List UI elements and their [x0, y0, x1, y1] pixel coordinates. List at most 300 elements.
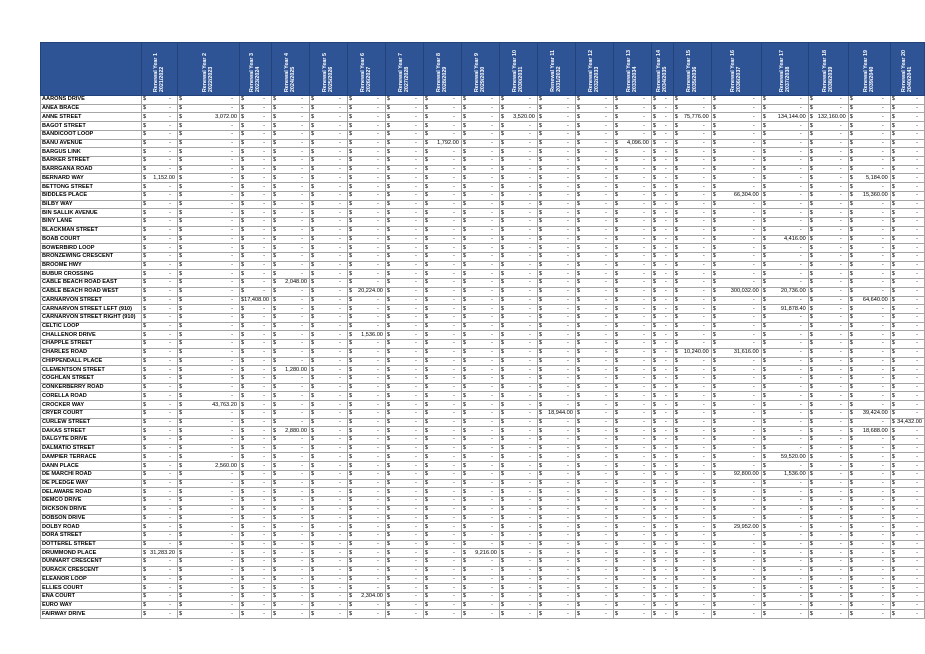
renewal-cost-cell[interactable]: [499, 122, 537, 131]
renewal-cost-cell[interactable]: [890, 392, 924, 401]
renewal-cost-cell[interactable]: [711, 174, 761, 183]
renewal-cost-cell[interactable]: [499, 165, 537, 174]
renewal-cost-cell[interactable]: [499, 357, 537, 366]
renewal-cost-cell[interactable]: [761, 375, 808, 384]
renewal-cost-cell[interactable]: [309, 174, 347, 183]
renewal-cost-cell[interactable]: [890, 592, 924, 601]
renewal-cost-cell[interactable]: [890, 226, 924, 235]
renewal-cost-cell[interactable]: [761, 392, 808, 401]
renewal-cost-cell[interactable]: [848, 209, 890, 218]
renewal-cost-cell[interactable]: [613, 322, 651, 331]
renewal-cost-cell[interactable]: [141, 505, 177, 514]
renewal-cost-cell[interactable]: [423, 200, 461, 209]
renewal-cost-cell[interactable]: [177, 549, 239, 558]
renewal-cost-cell[interactable]: [423, 122, 461, 131]
street-name-cell[interactable]: CONKERBERRY ROAD: [41, 383, 142, 392]
street-name-cell[interactable]: AARONS DRIVE: [41, 96, 142, 105]
renewal-cost-cell[interactable]: [177, 505, 239, 514]
renewal-cost-cell[interactable]: [141, 139, 177, 148]
renewal-cost-cell[interactable]: [890, 427, 924, 436]
renewal-cost-cell[interactable]: [673, 322, 711, 331]
renewal-cost-cell[interactable]: [347, 96, 385, 105]
renewal-cost-cell[interactable]: [141, 462, 177, 471]
renewal-cost-cell[interactable]: [761, 531, 808, 540]
renewal-cost-cell[interactable]: [575, 470, 613, 479]
renewal-cost-cell[interactable]: [673, 401, 711, 410]
renewal-cost-cell[interactable]: [239, 279, 271, 288]
renewal-cost-cell[interactable]: [461, 375, 499, 384]
renewal-cost-cell[interactable]: [271, 383, 309, 392]
renewal-cost-cell[interactable]: [385, 157, 423, 166]
renewal-cost-cell[interactable]: [309, 497, 347, 506]
renewal-cost-cell[interactable]: [309, 296, 347, 305]
renewal-cost-cell[interactable]: [761, 357, 808, 366]
renewal-cost-cell[interactable]: [761, 436, 808, 445]
renewal-cost-cell[interactable]: [651, 401, 673, 410]
renewal-cost-cell[interactable]: [385, 549, 423, 558]
renewal-cost-cell[interactable]: [423, 575, 461, 584]
renewal-cost-cell[interactable]: [575, 523, 613, 532]
renewal-cost-cell[interactable]: [711, 409, 761, 418]
renewal-cost-cell[interactable]: [271, 418, 309, 427]
renewal-cost-cell[interactable]: [808, 531, 848, 540]
renewal-cost-cell[interactable]: [613, 200, 651, 209]
renewal-cost-cell[interactable]: [890, 505, 924, 514]
renewal-cost-cell[interactable]: [711, 183, 761, 192]
renewal-cost-cell[interactable]: [808, 148, 848, 157]
renewal-cost-cell[interactable]: [461, 497, 499, 506]
renewal-cost-cell[interactable]: [347, 157, 385, 166]
renewal-cost-cell[interactable]: [673, 183, 711, 192]
renewal-cost-cell[interactable]: [711, 575, 761, 584]
renewal-cost-cell[interactable]: [613, 348, 651, 357]
renewal-cost-cell[interactable]: [761, 497, 808, 506]
renewal-cost-cell[interactable]: [461, 244, 499, 253]
renewal-cost-cell[interactable]: [711, 96, 761, 105]
renewal-cost-cell[interactable]: [537, 514, 575, 523]
renewal-cost-cell[interactable]: [711, 130, 761, 139]
renewal-cost-cell[interactable]: [423, 523, 461, 532]
renewal-cost-cell[interactable]: [673, 313, 711, 322]
renewal-cost-cell[interactable]: [239, 392, 271, 401]
renewal-cost-cell[interactable]: [848, 436, 890, 445]
street-name-cell[interactable]: DOBSON DRIVE: [41, 514, 142, 523]
renewal-cost-cell[interactable]: [575, 540, 613, 549]
renewal-cost-cell[interactable]: [239, 549, 271, 558]
renewal-cost-cell[interactable]: [177, 252, 239, 261]
renewal-cost-cell[interactable]: [385, 592, 423, 601]
renewal-cost-cell[interactable]: [575, 200, 613, 209]
renewal-cost-cell[interactable]: [177, 226, 239, 235]
renewal-cost-cell[interactable]: [848, 497, 890, 506]
renewal-cost-cell[interactable]: [537, 244, 575, 253]
renewal-cost-cell[interactable]: [537, 375, 575, 384]
renewal-cost-cell[interactable]: [808, 497, 848, 506]
renewal-cost-cell[interactable]: [575, 558, 613, 567]
renewal-cost-cell[interactable]: [309, 436, 347, 445]
renewal-cost-cell[interactable]: [761, 279, 808, 288]
street-name-cell[interactable]: DE MARCHI ROAD: [41, 470, 142, 479]
renewal-cost-cell[interactable]: [385, 209, 423, 218]
renewal-cost-cell[interactable]: [613, 401, 651, 410]
renewal-cost-cell[interactable]: [423, 252, 461, 261]
renewal-cost-cell[interactable]: [613, 566, 651, 575]
renewal-cost-cell[interactable]: [239, 191, 271, 200]
renewal-cost-cell[interactable]: [239, 139, 271, 148]
street-name-cell[interactable]: CHALLENOR DRIVE: [41, 331, 142, 340]
renewal-cost-cell[interactable]: [613, 375, 651, 384]
renewal-cost-cell[interactable]: [673, 462, 711, 471]
renewal-cost-cell[interactable]: [309, 235, 347, 244]
renewal-cost-cell[interactable]: [711, 558, 761, 567]
renewal-cost-cell[interactable]: [890, 279, 924, 288]
renewal-cost-cell[interactable]: [848, 488, 890, 497]
renewal-cost-cell[interactable]: [673, 584, 711, 593]
renewal-cost-cell[interactable]: [537, 610, 575, 619]
renewal-cost-cell[interactable]: [673, 409, 711, 418]
renewal-cost-cell[interactable]: [808, 305, 848, 314]
renewal-cost-cell[interactable]: [347, 584, 385, 593]
renewal-cost-cell[interactable]: [271, 366, 309, 375]
renewal-cost-cell[interactable]: [848, 479, 890, 488]
renewal-cost-cell[interactable]: [309, 418, 347, 427]
renewal-cost-cell[interactable]: [385, 191, 423, 200]
renewal-cost-cell[interactable]: [177, 287, 239, 296]
renewal-cost-cell[interactable]: [499, 348, 537, 357]
renewal-cost-cell[interactable]: [673, 418, 711, 427]
renewal-cost-cell[interactable]: [347, 505, 385, 514]
renewal-cost-cell[interactable]: [239, 497, 271, 506]
renewal-cost-cell[interactable]: [271, 96, 309, 105]
renewal-cost-cell[interactable]: [673, 357, 711, 366]
renewal-cost-cell[interactable]: [271, 462, 309, 471]
renewal-cost-cell[interactable]: [761, 427, 808, 436]
renewal-cost-cell[interactable]: [141, 244, 177, 253]
renewal-cost-cell[interactable]: [651, 488, 673, 497]
renewal-cost-cell[interactable]: [423, 488, 461, 497]
renewal-cost-cell[interactable]: [499, 497, 537, 506]
street-name-cell[interactable]: CROCKER WAY: [41, 401, 142, 410]
renewal-cost-cell[interactable]: [613, 470, 651, 479]
renewal-cost-cell[interactable]: [461, 340, 499, 349]
renewal-cost-cell[interactable]: [309, 139, 347, 148]
renewal-cost-cell[interactable]: [537, 427, 575, 436]
street-name-cell[interactable]: BIN SALLIK AVENUE: [41, 209, 142, 218]
renewal-cost-cell[interactable]: [537, 96, 575, 105]
renewal-cost-cell[interactable]: [575, 122, 613, 131]
renewal-cost-cell[interactable]: [711, 584, 761, 593]
renewal-cost-cell[interactable]: [239, 113, 271, 122]
renewal-cost-cell[interactable]: [673, 531, 711, 540]
renewal-cost-cell[interactable]: [385, 514, 423, 523]
renewal-cost-cell[interactable]: [309, 305, 347, 314]
renewal-cost-cell[interactable]: [239, 479, 271, 488]
renewal-cost-cell[interactable]: [808, 235, 848, 244]
renewal-cost-cell[interactable]: [848, 296, 890, 305]
renewal-cost-cell[interactable]: [890, 113, 924, 122]
renewal-cost-cell[interactable]: [423, 331, 461, 340]
renewal-cost-cell[interactable]: [141, 340, 177, 349]
renewal-cost-cell[interactable]: [239, 174, 271, 183]
renewal-cost-cell[interactable]: [711, 479, 761, 488]
renewal-cost-cell[interactable]: [499, 418, 537, 427]
renewal-cost-cell[interactable]: [651, 157, 673, 166]
street-name-cell[interactable]: CORELLA ROAD: [41, 392, 142, 401]
renewal-cost-cell[interactable]: [890, 549, 924, 558]
renewal-cost-cell[interactable]: [347, 279, 385, 288]
renewal-cost-cell[interactable]: [808, 592, 848, 601]
renewal-cost-cell[interactable]: [271, 252, 309, 261]
renewal-cost-cell[interactable]: [890, 488, 924, 497]
renewal-cost-cell[interactable]: [141, 252, 177, 261]
renewal-cost-cell[interactable]: [271, 148, 309, 157]
renewal-cost-cell[interactable]: [537, 566, 575, 575]
renewal-cost-cell[interactable]: [890, 183, 924, 192]
renewal-cost-cell[interactable]: [309, 601, 347, 610]
renewal-cost-cell[interactable]: [651, 357, 673, 366]
renewal-cost-cell[interactable]: [848, 139, 890, 148]
renewal-cost-cell[interactable]: [890, 287, 924, 296]
renewal-cost-cell[interactable]: [613, 462, 651, 471]
renewal-cost-cell[interactable]: [309, 375, 347, 384]
renewal-cost-cell[interactable]: [651, 130, 673, 139]
street-name-cell[interactable]: EURO WAY: [41, 601, 142, 610]
renewal-cost-cell[interactable]: [537, 601, 575, 610]
renewal-cost-cell[interactable]: [423, 444, 461, 453]
renewal-cost-cell[interactable]: [673, 392, 711, 401]
renewal-cost-cell[interactable]: [461, 218, 499, 227]
street-name-cell[interactable]: BRONZEWING CRESCENT: [41, 252, 142, 261]
renewal-cost-cell[interactable]: [711, 497, 761, 506]
renewal-cost-cell[interactable]: [423, 340, 461, 349]
renewal-cost-cell[interactable]: [499, 130, 537, 139]
renewal-cost-cell[interactable]: [673, 209, 711, 218]
renewal-cost-cell[interactable]: [575, 488, 613, 497]
renewal-cost-cell[interactable]: [613, 130, 651, 139]
renewal-cost-cell[interactable]: [309, 610, 347, 619]
renewal-cost-cell[interactable]: [613, 427, 651, 436]
renewal-cost-cell[interactable]: [347, 165, 385, 174]
renewal-cost-cell[interactable]: [347, 357, 385, 366]
renewal-cost-cell[interactable]: [309, 226, 347, 235]
renewal-cost-cell[interactable]: [347, 122, 385, 131]
renewal-cost-cell[interactable]: [575, 575, 613, 584]
renewal-cost-cell[interactable]: [177, 139, 239, 148]
renewal-cost-cell[interactable]: [651, 409, 673, 418]
renewal-cost-cell[interactable]: [575, 322, 613, 331]
renewal-cost-cell[interactable]: [239, 488, 271, 497]
renewal-cost-cell[interactable]: [711, 514, 761, 523]
renewal-cost-cell[interactable]: [890, 235, 924, 244]
street-name-cell[interactable]: CABLE BEACH ROAD EAST: [41, 279, 142, 288]
renewal-cost-cell[interactable]: [890, 191, 924, 200]
renewal-cost-cell[interactable]: [141, 436, 177, 445]
renewal-cost-cell[interactable]: [423, 165, 461, 174]
renewal-cost-cell[interactable]: [499, 340, 537, 349]
renewal-cost-cell[interactable]: [347, 305, 385, 314]
renewal-cost-cell[interactable]: [309, 549, 347, 558]
renewal-cost-cell[interactable]: [239, 165, 271, 174]
renewal-cost-cell[interactable]: [461, 200, 499, 209]
renewal-cost-cell[interactable]: [673, 436, 711, 445]
renewal-cost-cell[interactable]: [651, 392, 673, 401]
renewal-cost-cell[interactable]: [309, 462, 347, 471]
renewal-cost-cell[interactable]: [673, 601, 711, 610]
renewal-cost-cell[interactable]: [309, 96, 347, 105]
renewal-cost-cell[interactable]: [673, 366, 711, 375]
renewal-cost-cell[interactable]: [347, 375, 385, 384]
renewal-cost-cell[interactable]: [423, 157, 461, 166]
renewal-cost-cell[interactable]: [141, 558, 177, 567]
renewal-cost-cell[interactable]: [651, 584, 673, 593]
renewal-cost-cell[interactable]: [575, 462, 613, 471]
renewal-cost-cell[interactable]: [808, 218, 848, 227]
renewal-cost-cell[interactable]: [761, 96, 808, 105]
street-name-cell[interactable]: BANDICOOT LOOP: [41, 130, 142, 139]
renewal-cost-cell[interactable]: [711, 165, 761, 174]
renewal-cost-cell[interactable]: [385, 610, 423, 619]
renewal-cost-cell[interactable]: [385, 165, 423, 174]
renewal-cost-cell[interactable]: [761, 401, 808, 410]
renewal-cost-cell[interactable]: [575, 148, 613, 157]
renewal-cost-cell[interactable]: [177, 191, 239, 200]
renewal-cost-cell[interactable]: [385, 436, 423, 445]
renewal-cost-cell[interactable]: [761, 139, 808, 148]
renewal-cost-cell[interactable]: [461, 575, 499, 584]
renewal-cost-cell[interactable]: [271, 296, 309, 305]
renewal-cost-cell[interactable]: [499, 479, 537, 488]
renewal-cost-cell[interactable]: [848, 584, 890, 593]
renewal-cost-cell[interactable]: [177, 296, 239, 305]
renewal-cost-cell[interactable]: [461, 401, 499, 410]
renewal-cost-cell[interactable]: [761, 183, 808, 192]
renewal-cost-cell[interactable]: [537, 148, 575, 157]
renewal-cost-cell[interactable]: [461, 366, 499, 375]
renewal-cost-cell[interactable]: [347, 148, 385, 157]
renewal-cost-cell[interactable]: [347, 113, 385, 122]
renewal-cost-cell[interactable]: [499, 375, 537, 384]
renewal-cost-cell[interactable]: [499, 305, 537, 314]
renewal-cost-cell[interactable]: [423, 427, 461, 436]
renewal-cost-cell[interactable]: [848, 549, 890, 558]
renewal-cost-cell[interactable]: [808, 357, 848, 366]
renewal-cost-cell[interactable]: [141, 287, 177, 296]
street-name-cell[interactable]: DEMCO DRIVE: [41, 497, 142, 506]
renewal-cost-cell[interactable]: [461, 470, 499, 479]
renewal-cost-cell[interactable]: [890, 252, 924, 261]
renewal-cost-cell[interactable]: [177, 592, 239, 601]
renewal-cost-cell[interactable]: [613, 279, 651, 288]
renewal-cost-cell[interactable]: [239, 313, 271, 322]
renewal-cost-cell[interactable]: [651, 244, 673, 253]
renewal-cost-cell[interactable]: [673, 610, 711, 619]
renewal-cost-cell[interactable]: [309, 270, 347, 279]
renewal-cost-cell[interactable]: [537, 235, 575, 244]
renewal-cost-cell[interactable]: [711, 610, 761, 619]
renewal-cost-cell[interactable]: [423, 209, 461, 218]
renewal-cost-cell[interactable]: [347, 200, 385, 209]
renewal-cost-cell[interactable]: [673, 287, 711, 296]
renewal-cost-cell[interactable]: [309, 531, 347, 540]
renewal-cost-cell[interactable]: [673, 575, 711, 584]
renewal-cost-cell[interactable]: [385, 566, 423, 575]
renewal-cost-cell[interactable]: [177, 479, 239, 488]
renewal-cost-cell[interactable]: [177, 453, 239, 462]
renewal-cost-cell[interactable]: [808, 244, 848, 253]
renewal-cost-cell[interactable]: [575, 244, 613, 253]
renewal-cost-cell[interactable]: [347, 479, 385, 488]
renewal-cost-cell[interactable]: [385, 409, 423, 418]
renewal-cost-cell[interactable]: [347, 287, 385, 296]
renewal-cost-cell[interactable]: [177, 575, 239, 584]
renewal-cost-cell[interactable]: [347, 549, 385, 558]
renewal-cost-cell[interactable]: [385, 601, 423, 610]
renewal-cost-cell[interactable]: [711, 244, 761, 253]
renewal-cost-cell[interactable]: [347, 104, 385, 113]
renewal-cost-cell[interactable]: [651, 592, 673, 601]
renewal-cost-cell[interactable]: [575, 427, 613, 436]
renewal-cost-cell[interactable]: [461, 305, 499, 314]
renewal-cost-cell[interactable]: [711, 470, 761, 479]
renewal-cost-cell[interactable]: [309, 392, 347, 401]
renewal-cost-cell[interactable]: [177, 558, 239, 567]
street-name-cell[interactable]: FAIRWAY DRIVE: [41, 610, 142, 619]
renewal-cost-cell[interactable]: [848, 375, 890, 384]
renewal-cost-cell[interactable]: [890, 558, 924, 567]
renewal-cost-cell[interactable]: [461, 183, 499, 192]
renewal-cost-cell[interactable]: [575, 165, 613, 174]
renewal-cost-cell[interactable]: [239, 287, 271, 296]
renewal-cost-cell[interactable]: [177, 584, 239, 593]
renewal-cost-cell[interactable]: [499, 104, 537, 113]
renewal-cost-cell[interactable]: [673, 479, 711, 488]
renewal-cost-cell[interactable]: [808, 392, 848, 401]
renewal-cost-cell[interactable]: [423, 313, 461, 322]
renewal-cost-cell[interactable]: [461, 209, 499, 218]
street-name-cell[interactable]: DUNNART CRESCENT: [41, 558, 142, 567]
renewal-cost-cell[interactable]: [575, 497, 613, 506]
renewal-cost-cell[interactable]: [848, 313, 890, 322]
renewal-cost-cell[interactable]: [239, 130, 271, 139]
renewal-cost-cell[interactable]: [309, 488, 347, 497]
renewal-cost-cell[interactable]: [537, 592, 575, 601]
renewal-cost-cell[interactable]: [613, 148, 651, 157]
renewal-cost-cell[interactable]: [271, 401, 309, 410]
renewal-cost-cell[interactable]: [575, 436, 613, 445]
renewal-cost-cell[interactable]: [808, 366, 848, 375]
renewal-cost-cell[interactable]: [890, 322, 924, 331]
renewal-cost-cell[interactable]: [347, 444, 385, 453]
renewal-cost-cell[interactable]: [271, 584, 309, 593]
renewal-cost-cell[interactable]: [309, 575, 347, 584]
renewal-cost-cell[interactable]: [808, 418, 848, 427]
renewal-cost-cell[interactable]: [461, 270, 499, 279]
renewal-cost-cell[interactable]: [271, 558, 309, 567]
renewal-cost-cell[interactable]: [271, 139, 309, 148]
renewal-cost-cell[interactable]: [499, 191, 537, 200]
renewal-cost-cell[interactable]: [761, 462, 808, 471]
renewal-cost-cell[interactable]: [575, 549, 613, 558]
renewal-cost-cell[interactable]: [347, 462, 385, 471]
renewal-cost-cell[interactable]: [537, 418, 575, 427]
renewal-cost-cell[interactable]: [141, 549, 177, 558]
renewal-cost-cell[interactable]: [309, 340, 347, 349]
renewal-cost-cell[interactable]: [271, 592, 309, 601]
renewal-cost-cell[interactable]: [613, 122, 651, 131]
renewal-cost-cell[interactable]: [347, 270, 385, 279]
renewal-cost-cell[interactable]: [177, 218, 239, 227]
renewal-cost-cell[interactable]: [499, 505, 537, 514]
